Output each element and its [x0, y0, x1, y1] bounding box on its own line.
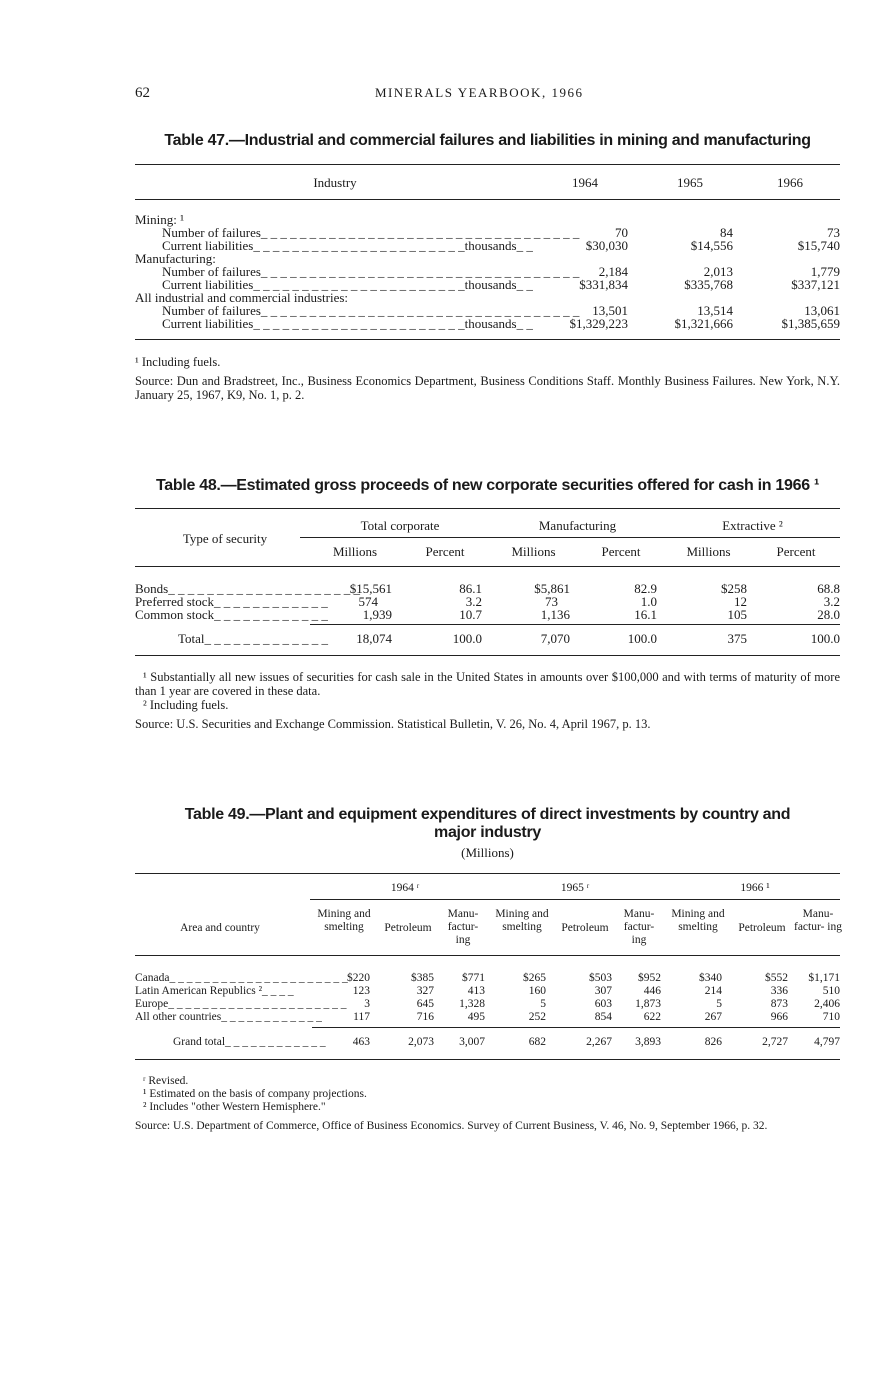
table49-total-label: Grand total_ _ _ _ _ _ _ _ _ _ _ _: [173, 1036, 326, 1048]
table49-cell: 252: [528, 1011, 546, 1023]
table47-cell: 1,779: [810, 264, 840, 279]
table49-total-cell: 3,007: [459, 1036, 485, 1048]
table49-cell: 710: [822, 1011, 840, 1023]
table49-subheader: Mining and smelting: [495, 908, 549, 933]
table47-row-label: Manufacturing:: [135, 251, 216, 266]
table48-cell: 28.0: [817, 607, 840, 622]
table49-cell: 645: [416, 998, 434, 1010]
table49-cell: 966: [770, 1011, 788, 1023]
table49-cell: 510: [822, 985, 840, 997]
table49-top-rule: [135, 873, 840, 874]
table47-row-label: Current liabilities_ _ _ _ _ _ _ _ _ _ _ _ _ _ _ _ _ _ _ _ _ _thousands_ _: [162, 316, 533, 331]
table49-cell: $552: [765, 972, 788, 984]
table49-cell: 2,406: [814, 998, 840, 1010]
table49-cell: 327: [416, 985, 434, 997]
table48-cell: 16.1: [634, 607, 657, 622]
table49-subheader: Petroleum: [384, 922, 432, 934]
table48-title: Table 48.—Estimated gross proceeds of new corporate securities offered for cash in 1966 ¹: [155, 477, 819, 494]
table49-year-rule: [310, 899, 840, 900]
table48-stub-header: Type of security: [182, 531, 268, 546]
table47-cell: 73: [827, 225, 840, 240]
table49-total-cell: 463: [352, 1036, 370, 1048]
table47-row-label: Mining: ¹: [135, 212, 185, 227]
table49-title-line1: Table 49.—Plant and equipment expenditures of direct investments by country and: [184, 806, 791, 823]
table48-subheader: Millions: [511, 544, 556, 559]
table47-cell: $14,556: [690, 238, 733, 253]
table48-group-rule: [300, 537, 840, 538]
table47-footnote: ¹ Including fuels.: [135, 355, 221, 369]
table49-source: Source: U.S. Department of Commerce, Office of Business Economics. Survey of Current Business, V. 46, No. 9, September 1966, p. 32.: [135, 1120, 768, 1132]
table48-total-cell: 375: [727, 631, 747, 646]
table47-row-label: Current liabilities_ _ _ _ _ _ _ _ _ _ _ _ _ _ _ _ _ _ _ _ _ _thousands_ _: [162, 238, 533, 253]
table48-total-cell: 100.0: [810, 631, 840, 646]
table48-footnote-2: ² Including fuels.: [143, 698, 229, 712]
table47-row-label: Number of failures_ _ _ _ _ _ _ _ _ _ _ _ _ _ _ _ _ _ _ _ _ _ _ _ _ _ _ _ _ _ _ _ _: [162, 264, 580, 279]
running-title: MINERALS YEARBOOK, 1966: [375, 85, 584, 100]
table49-cell: $385: [411, 972, 434, 984]
table49-cell: 603: [594, 998, 612, 1010]
table49-cell: $1,171: [808, 972, 840, 984]
table48-top-rule: [135, 508, 840, 509]
table48-cell: 3.2: [823, 594, 840, 609]
table47-cell: 84: [720, 225, 733, 240]
table48-cell: 73: [545, 594, 558, 609]
table49-cell: 1,328: [459, 998, 485, 1010]
table49-subheader: Petroleum: [738, 922, 786, 934]
table49-cell: 117: [353, 1011, 370, 1023]
table49-total-cell: 2,073: [408, 1036, 434, 1048]
table47-source: Source: Dun and Bradstreet, Inc., Business Economics Department, Business Conditions Staff. Monthly Business Failures. New York, N.Y. January 25, 1967, K9, No. 1, p. 2.: [135, 374, 840, 402]
table49-subheader: Petroleum: [561, 922, 609, 934]
table48-cell: $15,561: [349, 581, 392, 596]
table48-header-rule: [135, 566, 840, 567]
table47-cell: 2,013: [703, 264, 733, 279]
table47-cell: 2,184: [598, 264, 628, 279]
table48-cell: 105: [727, 607, 747, 622]
table47-cell: $15,740: [797, 238, 840, 253]
table49-cell: 446: [643, 985, 661, 997]
table47-cell: $337,121: [791, 277, 840, 292]
table49-cell: $220: [347, 972, 370, 984]
table47-title: Table 47.—Industrial and commercial failures and liabilities in mining and manufacturing: [164, 132, 811, 149]
table49-cell: 716: [416, 1011, 434, 1023]
table47-col-1966: 1966: [777, 175, 803, 190]
table47-col-1965: 1965: [677, 175, 703, 190]
table49-total-cell: 3,893: [635, 1036, 661, 1048]
table48-subheader: Percent: [776, 544, 816, 559]
table49-footnote-2: ² Includes "other Western Hemisphere.": [143, 1101, 326, 1113]
page-number: 62: [135, 85, 150, 101]
table49-year-1965: 1965 ʳ: [560, 882, 590, 894]
table49-cell: 336: [770, 985, 788, 997]
table47-cell: 13,061: [804, 303, 840, 318]
table48-group-total: Total corporate: [360, 518, 440, 533]
table47-cell: $1,321,666: [674, 316, 733, 331]
table47-cell: $335,768: [684, 277, 733, 292]
table48-cell: 1,136: [540, 607, 570, 622]
table49-total-cell: 2,727: [762, 1036, 788, 1048]
table49-total-cell: 682: [528, 1036, 546, 1048]
table49-cell: 307: [594, 985, 612, 997]
table48-row-label: Common stock_ _ _ _ _ _ _ _ _ _ _ _: [135, 607, 328, 622]
table49-cell: $340: [699, 972, 722, 984]
table48-total-cell: 100.0: [627, 631, 657, 646]
table49-cell: 495: [467, 1011, 485, 1023]
table47-cell: $331,834: [579, 277, 628, 292]
table48-footnote-1: ¹ Substantially all new issues of securities for cash sale in the United States in amounts over $100,000 and with terms of maturity of more than 1 year are covered in these data.: [135, 670, 840, 698]
table49-subheader: Mining and smelting: [317, 908, 371, 933]
table49-subheader: Manu- factur- ing: [623, 908, 655, 946]
table47-bottom-rule: [135, 339, 840, 340]
table47-cell: $30,030: [585, 238, 628, 253]
table49-cell: 3: [364, 998, 370, 1010]
table47-row-label: Number of failures_ _ _ _ _ _ _ _ _ _ _ _ _ _ _ _ _ _ _ _ _ _ _ _ _ _ _ _ _ _ _ _ _: [162, 225, 580, 240]
table49-subheader: Manu- factur- ing: [794, 908, 842, 933]
table47-cell: 13,514: [697, 303, 733, 318]
table49-footnote-1: ¹ Estimated on the basis of company projections.: [143, 1088, 367, 1100]
table47-col-1964: 1964: [572, 175, 598, 190]
table48-subheader: Percent: [601, 544, 641, 559]
table48-total-cell: 100.0: [452, 631, 482, 646]
table49-footnote-r: ʳ Revised.: [143, 1075, 189, 1087]
table49-year-1964: 1964 ʳ: [390, 882, 420, 894]
table49-row-label: Canada_ _ _ _ _ _ _ _ _ _ _ _ _ _ _ _ _ _ _ _ _: [135, 972, 348, 984]
table47-cell: $1,329,223: [569, 316, 628, 331]
table48-total-cell: 7,070: [540, 631, 570, 646]
table47-cell: $1,385,659: [781, 316, 840, 331]
table49-cell: $503: [589, 972, 612, 984]
table47-header-rule: [135, 199, 840, 200]
table48-cell: 82.9: [634, 581, 657, 596]
table48-subheader: Millions: [332, 544, 378, 559]
table49-total-cell: 826: [704, 1036, 722, 1048]
table49-cell: 1,873: [635, 998, 661, 1010]
table48-cell: 1.0: [640, 594, 657, 609]
table49-cell: 214: [704, 985, 722, 997]
table49-cell: 5: [540, 998, 546, 1010]
table49-row-label: Europe_ _ _ _ _ _ _ _ _ _ _ _ _ _ _ _ _ _ _ _ _: [135, 998, 347, 1010]
table47-top-rule: [135, 164, 840, 165]
table49-cell: 123: [352, 985, 370, 997]
table49-cell: 622: [643, 1011, 661, 1023]
table49-subheader: Manu- factur- ing: [447, 908, 479, 946]
table48-subheader: Millions: [686, 544, 731, 559]
table47-cell: 70: [615, 225, 628, 240]
table49-cell: $771: [462, 972, 485, 984]
table48-cell: 1,939: [362, 607, 392, 622]
table48-cell: 68.8: [817, 581, 840, 596]
table49-stub-header: Area and country: [180, 922, 260, 934]
table48-cell: 86.1: [459, 581, 482, 596]
table48-cell: $5,861: [534, 581, 570, 596]
table49-total-cell: 4,797: [814, 1036, 840, 1048]
table49-row-label: All other countries_ _ _ _ _ _ _ _ _ _ _ _: [135, 1011, 322, 1023]
table49-year-1966: 1966 ¹: [740, 882, 770, 894]
table48-bottom-rule: [135, 655, 840, 656]
table49-unit: (Millions): [461, 845, 514, 860]
table49-cell: 854: [594, 1011, 612, 1023]
table49-cell: 267: [704, 1011, 722, 1023]
table48-row-label: Preferred stock_ _ _ _ _ _ _ _ _ _ _ _: [135, 594, 328, 609]
table49-cell: 873: [770, 998, 788, 1010]
table48-group-extractive: Extractive ²: [722, 518, 783, 533]
table49-header-rule: [135, 955, 840, 956]
table48-cell: $258: [721, 581, 747, 596]
table49-cell: $952: [638, 972, 661, 984]
table49-subheader: Mining and smelting: [671, 908, 725, 933]
table47-row-label: All industrial and commercial industries:: [135, 290, 349, 305]
table48-cell: 10.7: [459, 607, 482, 622]
table49-cell: 160: [528, 985, 546, 997]
table48-group-manufacturing: Manufacturing: [538, 518, 617, 533]
table48-total-label: Total_ _ _ _ _ _ _ _ _ _ _ _ _: [178, 631, 329, 646]
table47-col-industry: Industry: [313, 175, 357, 190]
table48-total-cell: 18,074: [356, 631, 392, 646]
table49-title-line2: major industry: [434, 824, 541, 841]
table49-total-cell: 2,267: [586, 1036, 612, 1048]
table49-cell: 413: [467, 985, 485, 997]
table47-row-label: Current liabilities_ _ _ _ _ _ _ _ _ _ _ _ _ _ _ _ _ _ _ _ _ _thousands_ _: [162, 277, 533, 292]
table48-source: Source: U.S. Securities and Exchange Commission. Statistical Bulletin, V. 26, No. 4, April 1967, p. 13.: [135, 717, 651, 731]
table49-cell: 5: [716, 998, 722, 1010]
table48-cell: 3.2: [465, 594, 482, 609]
table49-bottom-rule: [135, 1059, 840, 1060]
table49-total-rule: [312, 1027, 840, 1028]
table49-cell: $265: [523, 972, 546, 984]
table47-cell: 13,501: [592, 303, 628, 318]
table48-subheader: Percent: [425, 544, 465, 559]
table49-row-label: Latin American Republics ²_ _ _ _: [135, 985, 294, 997]
table48-cell: 574: [358, 594, 378, 609]
table47-row-label: Number of failures_ _ _ _ _ _ _ _ _ _ _ _ _ _ _ _ _ _ _ _ _ _ _ _ _ _ _ _ _ _ _ _ _: [162, 303, 580, 318]
table48-row-label: Bonds_ _ _ _ _ _ _ _ _ _ _ _ _ _ _ _ _ _ _ _: [135, 581, 360, 596]
table48-cell: 12: [734, 594, 747, 609]
table48-total-rule: [310, 624, 840, 625]
